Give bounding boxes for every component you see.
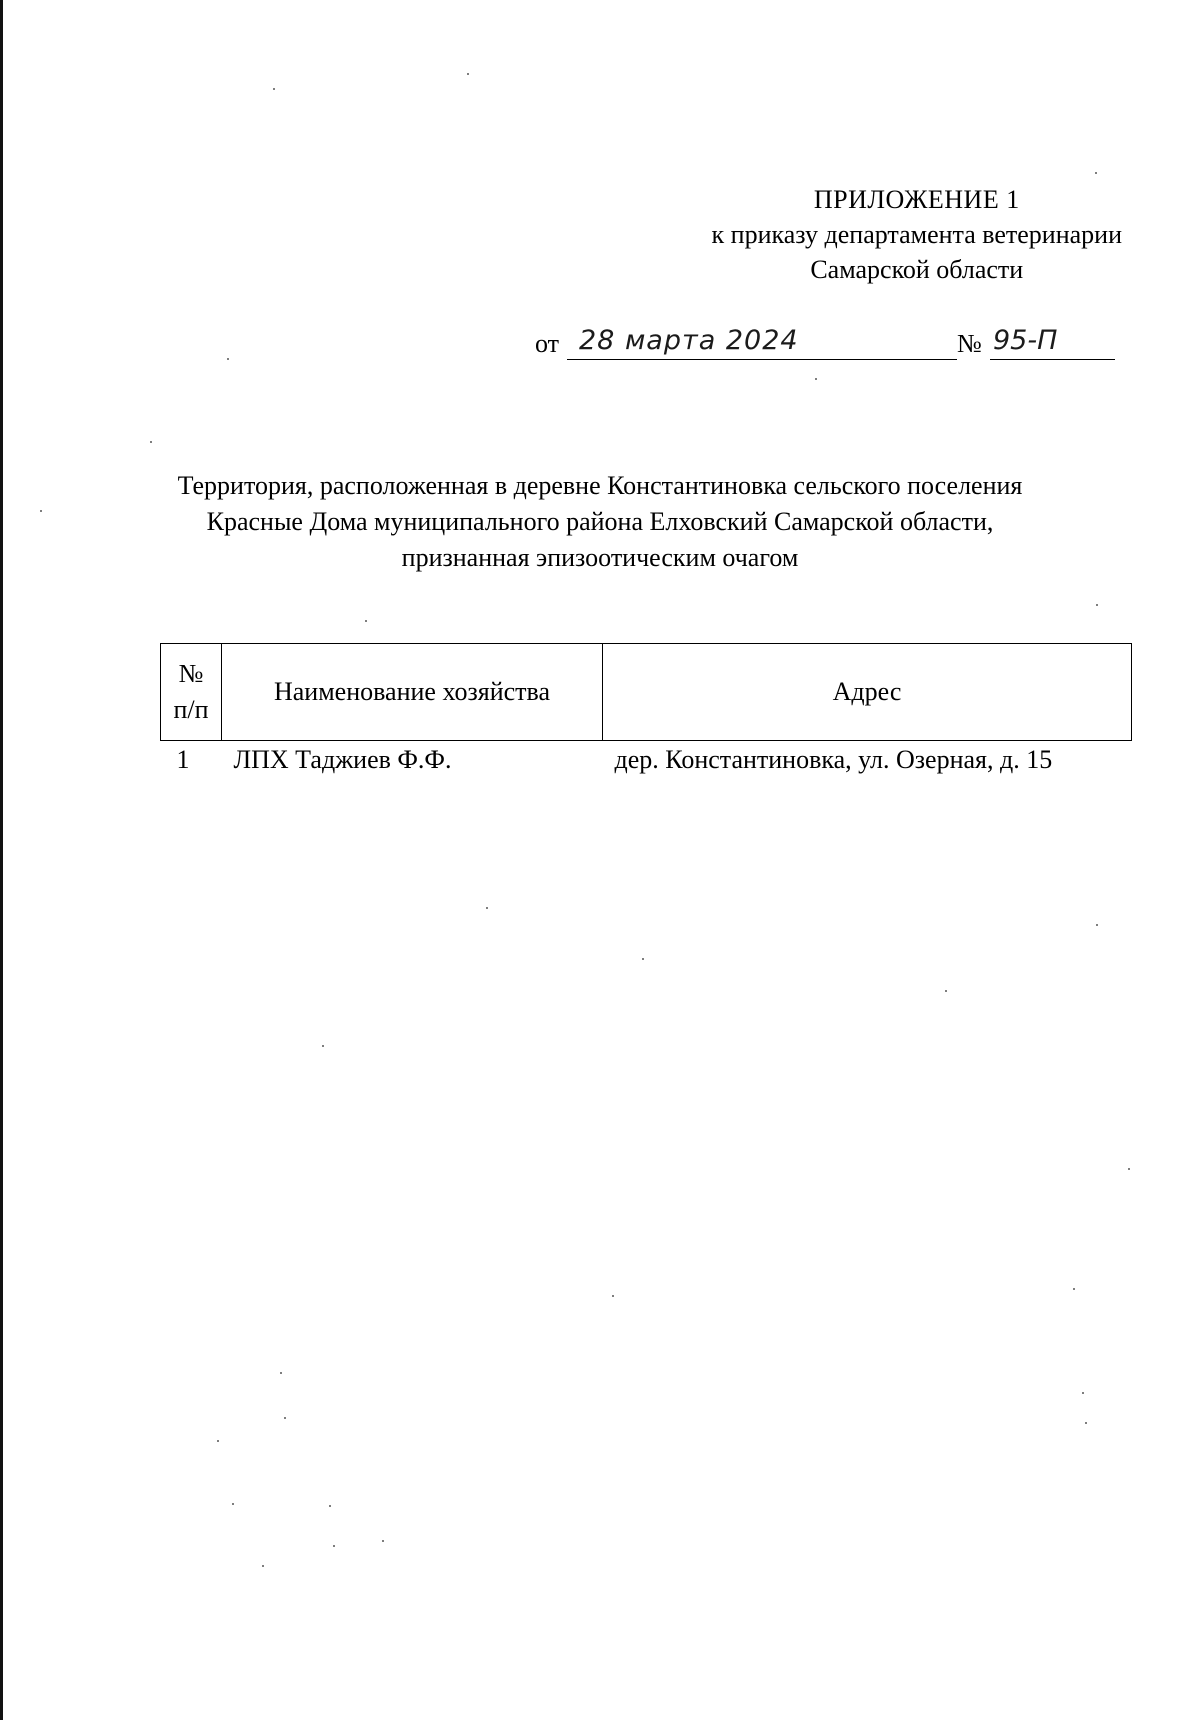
- header-number-bottom: п/п: [173, 695, 209, 724]
- scan-speck: [1096, 604, 1098, 606]
- scan-speck: [1082, 1392, 1084, 1394]
- scan-speck: [273, 88, 275, 90]
- scan-speck: [329, 1505, 331, 1507]
- header-name: Наименование хозяйства: [222, 644, 603, 741]
- appendix-title: ПРИЛОЖЕНИЕ 1: [813, 185, 1020, 214]
- scan-speck: [333, 1545, 335, 1547]
- scan-speck: [815, 378, 817, 380]
- scan-speck: [1085, 1422, 1087, 1424]
- households-table: [160, 643, 1132, 785]
- scan-speck: [322, 1045, 324, 1047]
- table-header-row: [161, 644, 1132, 741]
- document-title-line2: Красные Дома муниципального района Елховский Самарской области,: [206, 507, 994, 536]
- row-household-name: ЛПХ Таджиев Ф.Ф.: [233, 745, 452, 774]
- scan-speck: [642, 958, 644, 960]
- number-prefix: №: [957, 329, 982, 358]
- appendix-subtitle-line1: к приказу департамента ветеринарии: [711, 220, 1122, 249]
- scan-speck: [1073, 1288, 1075, 1290]
- row-address: дер. Константиновка, ул. Озерная, д. 15: [614, 745, 1053, 774]
- scan-speck: [1096, 924, 1098, 926]
- scan-speck: [284, 1417, 286, 1419]
- scan-speck: [382, 1540, 384, 1542]
- document-title-line1: Территория, расположенная в деревне Константиновка сельского поселения: [177, 471, 1023, 500]
- scan-speck: [232, 1503, 234, 1505]
- scan-speck: [1128, 1168, 1130, 1170]
- scan-speck: [227, 358, 229, 360]
- order-date-number-line: [535, 327, 1125, 367]
- table-row: [161, 741, 1132, 786]
- header-number: [161, 644, 222, 741]
- date-underline: [567, 359, 957, 360]
- handwritten-number: 95-П: [993, 325, 1058, 356]
- scan-speck: [217, 1440, 219, 1442]
- document-title: [0, 468, 1200, 576]
- document-title-line3: признанная эпизоотическим очагом: [401, 543, 799, 572]
- scan-speck: [1095, 172, 1097, 174]
- handwritten-date: 28 марта 2024: [579, 325, 799, 356]
- appendix-header: [712, 182, 1122, 287]
- header-number-top: №: [178, 659, 204, 688]
- appendix-subtitle-line2: Самарской области: [810, 255, 1024, 284]
- scan-speck: [945, 990, 947, 992]
- date-prefix: от: [535, 329, 560, 358]
- scan-speck: [262, 1565, 264, 1567]
- scan-speck: [40, 510, 42, 512]
- scan-speck: [150, 441, 152, 443]
- scan-speck: [365, 620, 367, 622]
- number-underline: [990, 359, 1115, 360]
- scan-speck: [486, 907, 488, 909]
- scan-edge: [0, 0, 3, 1720]
- row-number: 1: [176, 745, 190, 774]
- scan-speck: [612, 1295, 614, 1297]
- scan-speck: [467, 73, 469, 75]
- scan-speck: [280, 1372, 282, 1374]
- header-address: Адрес: [603, 644, 1132, 741]
